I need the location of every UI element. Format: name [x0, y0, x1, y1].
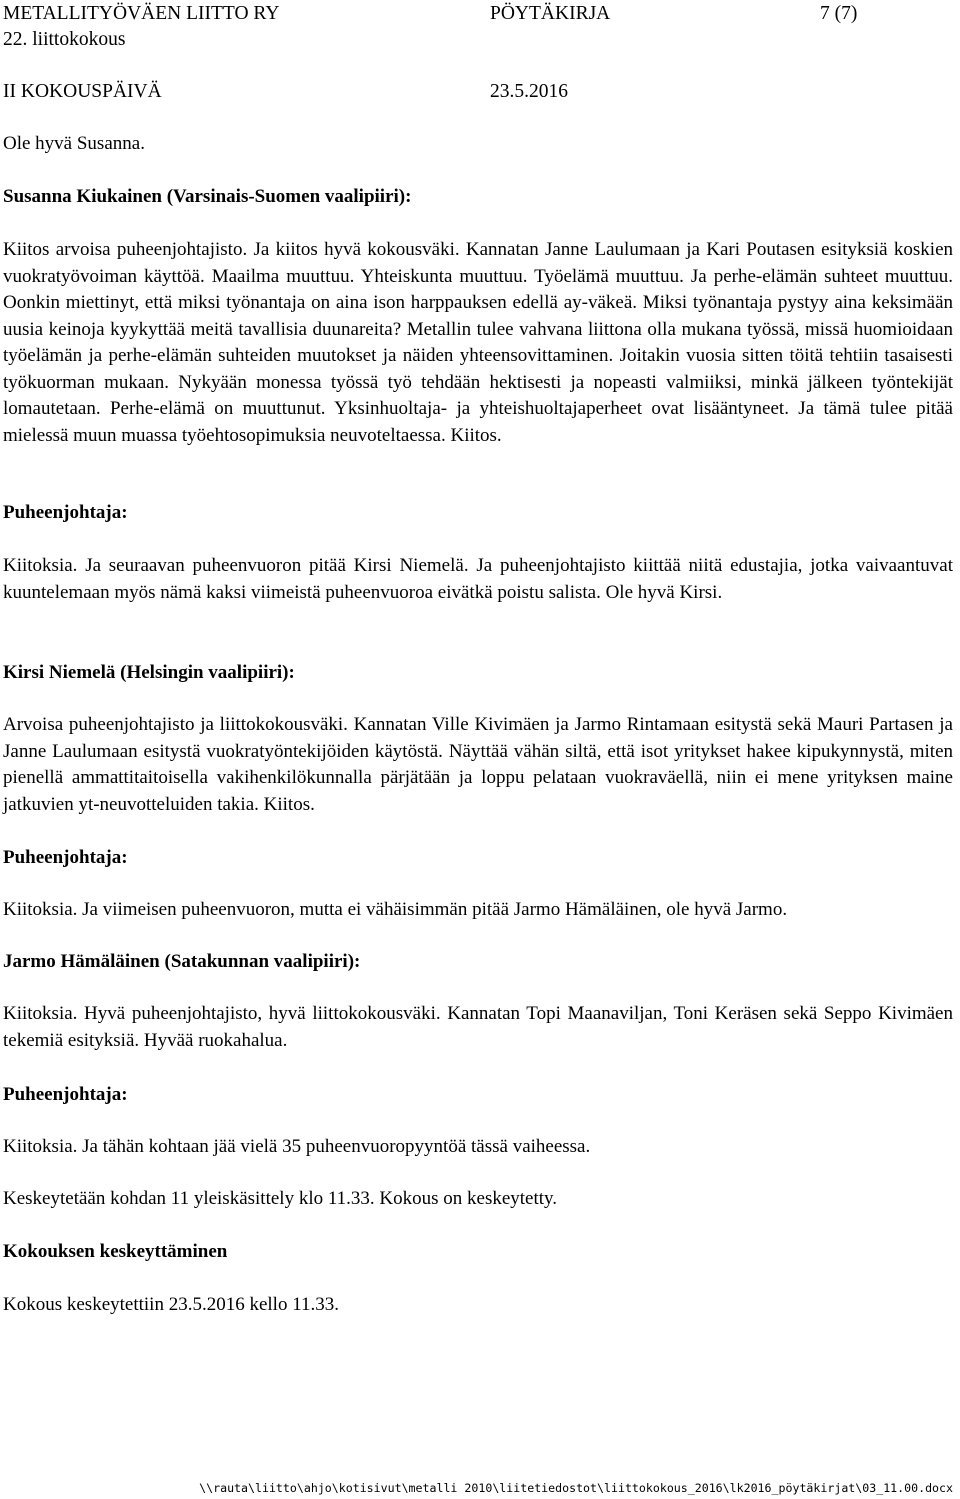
paragraph-chair-1: Kiitoksia. Ja seuraavan puheenvuoron pitää Kirsi Niemelä. Ja puheenjohtajisto kiittää niitä edustajia, jotka vaivaantuvat kuuntelemaan myös nämä kaksi viimeistä puheenvuoroa eivätkä poistu salista. Ole hyvä Kirsi. [3, 555, 953, 603]
meeting-day: II KOKOUSPÄIVÄ [3, 81, 162, 102]
speaker-heading-kiukainen: Susanna Kiukainen (Varsinais-Suomen vaalipiiri): [3, 186, 412, 207]
chair-heading-1: Puheenjohtaja: [3, 502, 128, 523]
meeting-date: 23.5.2016 [490, 81, 568, 102]
paragraph-kiukainen-speech: Kiitos arvoisa puheenjohtajisto. Ja kiitos hyvä kokousväki. Kannatan Janne Laulumaan ja Kari Poutasen esityksiä koskien vuokratyövoiman käyttöä. Maailma muuttuu. Yhteiskunta muuttuu. Työelämä muuttuu. Ja perhe-elämän suhteet muuttuu. Oonkin miettinyt, että miksi työnantaja on aina ison harppauksen edellä ay-väkeä. Miksi työnantaja pystyy aina keksimään uusia keinoja kyykyttää meitä tavallisia duunareita? Metallin tulee vahvana liittona olla mukana työssä, missä huomioidaan työelämän ja perhe-elämän suhteiden muutokset ja näiden yhteensovittaminen. Joitakin vuosia sitten töitä tehtiin tasaisesti työkuorman mukaan. Nykyään monessa työssä työ tehdään hektisesti ja nopeasti valmiiksi, minkä jälkeen työntekijät lomautetaan. Perhe-elämä on muuttunut. Yksinhuoltaja- ja yhteishuoltajaperheet ovat lisääntyneet. Ja tämä tulee pitää mielessä muun muassa työehtosopimuksia neuvoteltaessa. Kiitos. [3, 239, 953, 446]
paragraph-chair-2: Kiitoksia. Ja viimeisen puheenvuoron, mutta ei vähäisimmän pitää Jarmo Hämäläinen, ole hyvä Jarmo. [3, 899, 788, 920]
paragraph-closing: Kokous keskeytettiin 23.5.2016 kello 11.33. [3, 1294, 339, 1315]
speaker-heading-hamalainen: Jarmo Hämäläinen (Satakunnan vaalipiiri): [3, 951, 361, 972]
section-heading: Kokouksen keskeyttäminen [3, 1241, 228, 1262]
paragraph-hamalainen-speech: Kiitoksia. Hyvä puheenjohtajisto, hyvä liittokokousväki. Kannatan Topi Maanaviljan, Toni Keräsen sekä Seppo Kivimäen tekemiä esityksiä. Hyvää ruokahalua. [3, 1003, 953, 1051]
footer-file-path: \\rauta\liitto\ahjo\kotisivut\metalli 2010\liitetiedostot\liittokokous_2016\lk2016_pöytäkirjat\03_11.00.docx [199, 1481, 953, 1495]
paragraph-niemela-speech: Arvoisa puheenjohtajisto ja liittokokousväki. Kannatan Ville Kivimäen ja Jarmo Rintamaan esitystä sekä Mauri Partasen ja Janne Laulumaan esitystä vuokratyöntekijöiden käytöstä. Näyttää vähän siltä, että isot yritykset hakee kipukynnystä, miten pienellä ammattitaitoisella vakihenkilökunnalla pärjätään ja loppu pelataan vuokraväellä, niin ei mene yrityksen maine jatkuvien yt-neuvotteluiden takia. Kiitos. [3, 714, 953, 815]
document-type: PÖYTÄKIRJA [490, 3, 611, 24]
paragraph-chair-3: Kiitoksia. Ja tähän kohtaan jää vielä 35 puheenvuoropyyntöä tässä vaiheessa. [3, 1136, 591, 1157]
chair-heading-3: Puheenjohtaja: [3, 1084, 128, 1105]
org-name: METALLITYÖVÄEN LIITTO RY [3, 3, 280, 24]
paragraph-suspension: Keskeytetään kohdan 11 yleiskäsittely klo 11.33. Kokous on keskeytetty. [3, 1188, 558, 1209]
paragraph-intro: Ole hyvä Susanna. [3, 133, 145, 154]
speaker-heading-niemela: Kirsi Niemelä (Helsingin vaalipiiri): [3, 662, 295, 683]
meeting-name: 22. liittokokous [3, 29, 126, 50]
chair-heading-2: Puheenjohtaja: [3, 847, 128, 868]
page-number: 7 (7) [820, 3, 858, 24]
